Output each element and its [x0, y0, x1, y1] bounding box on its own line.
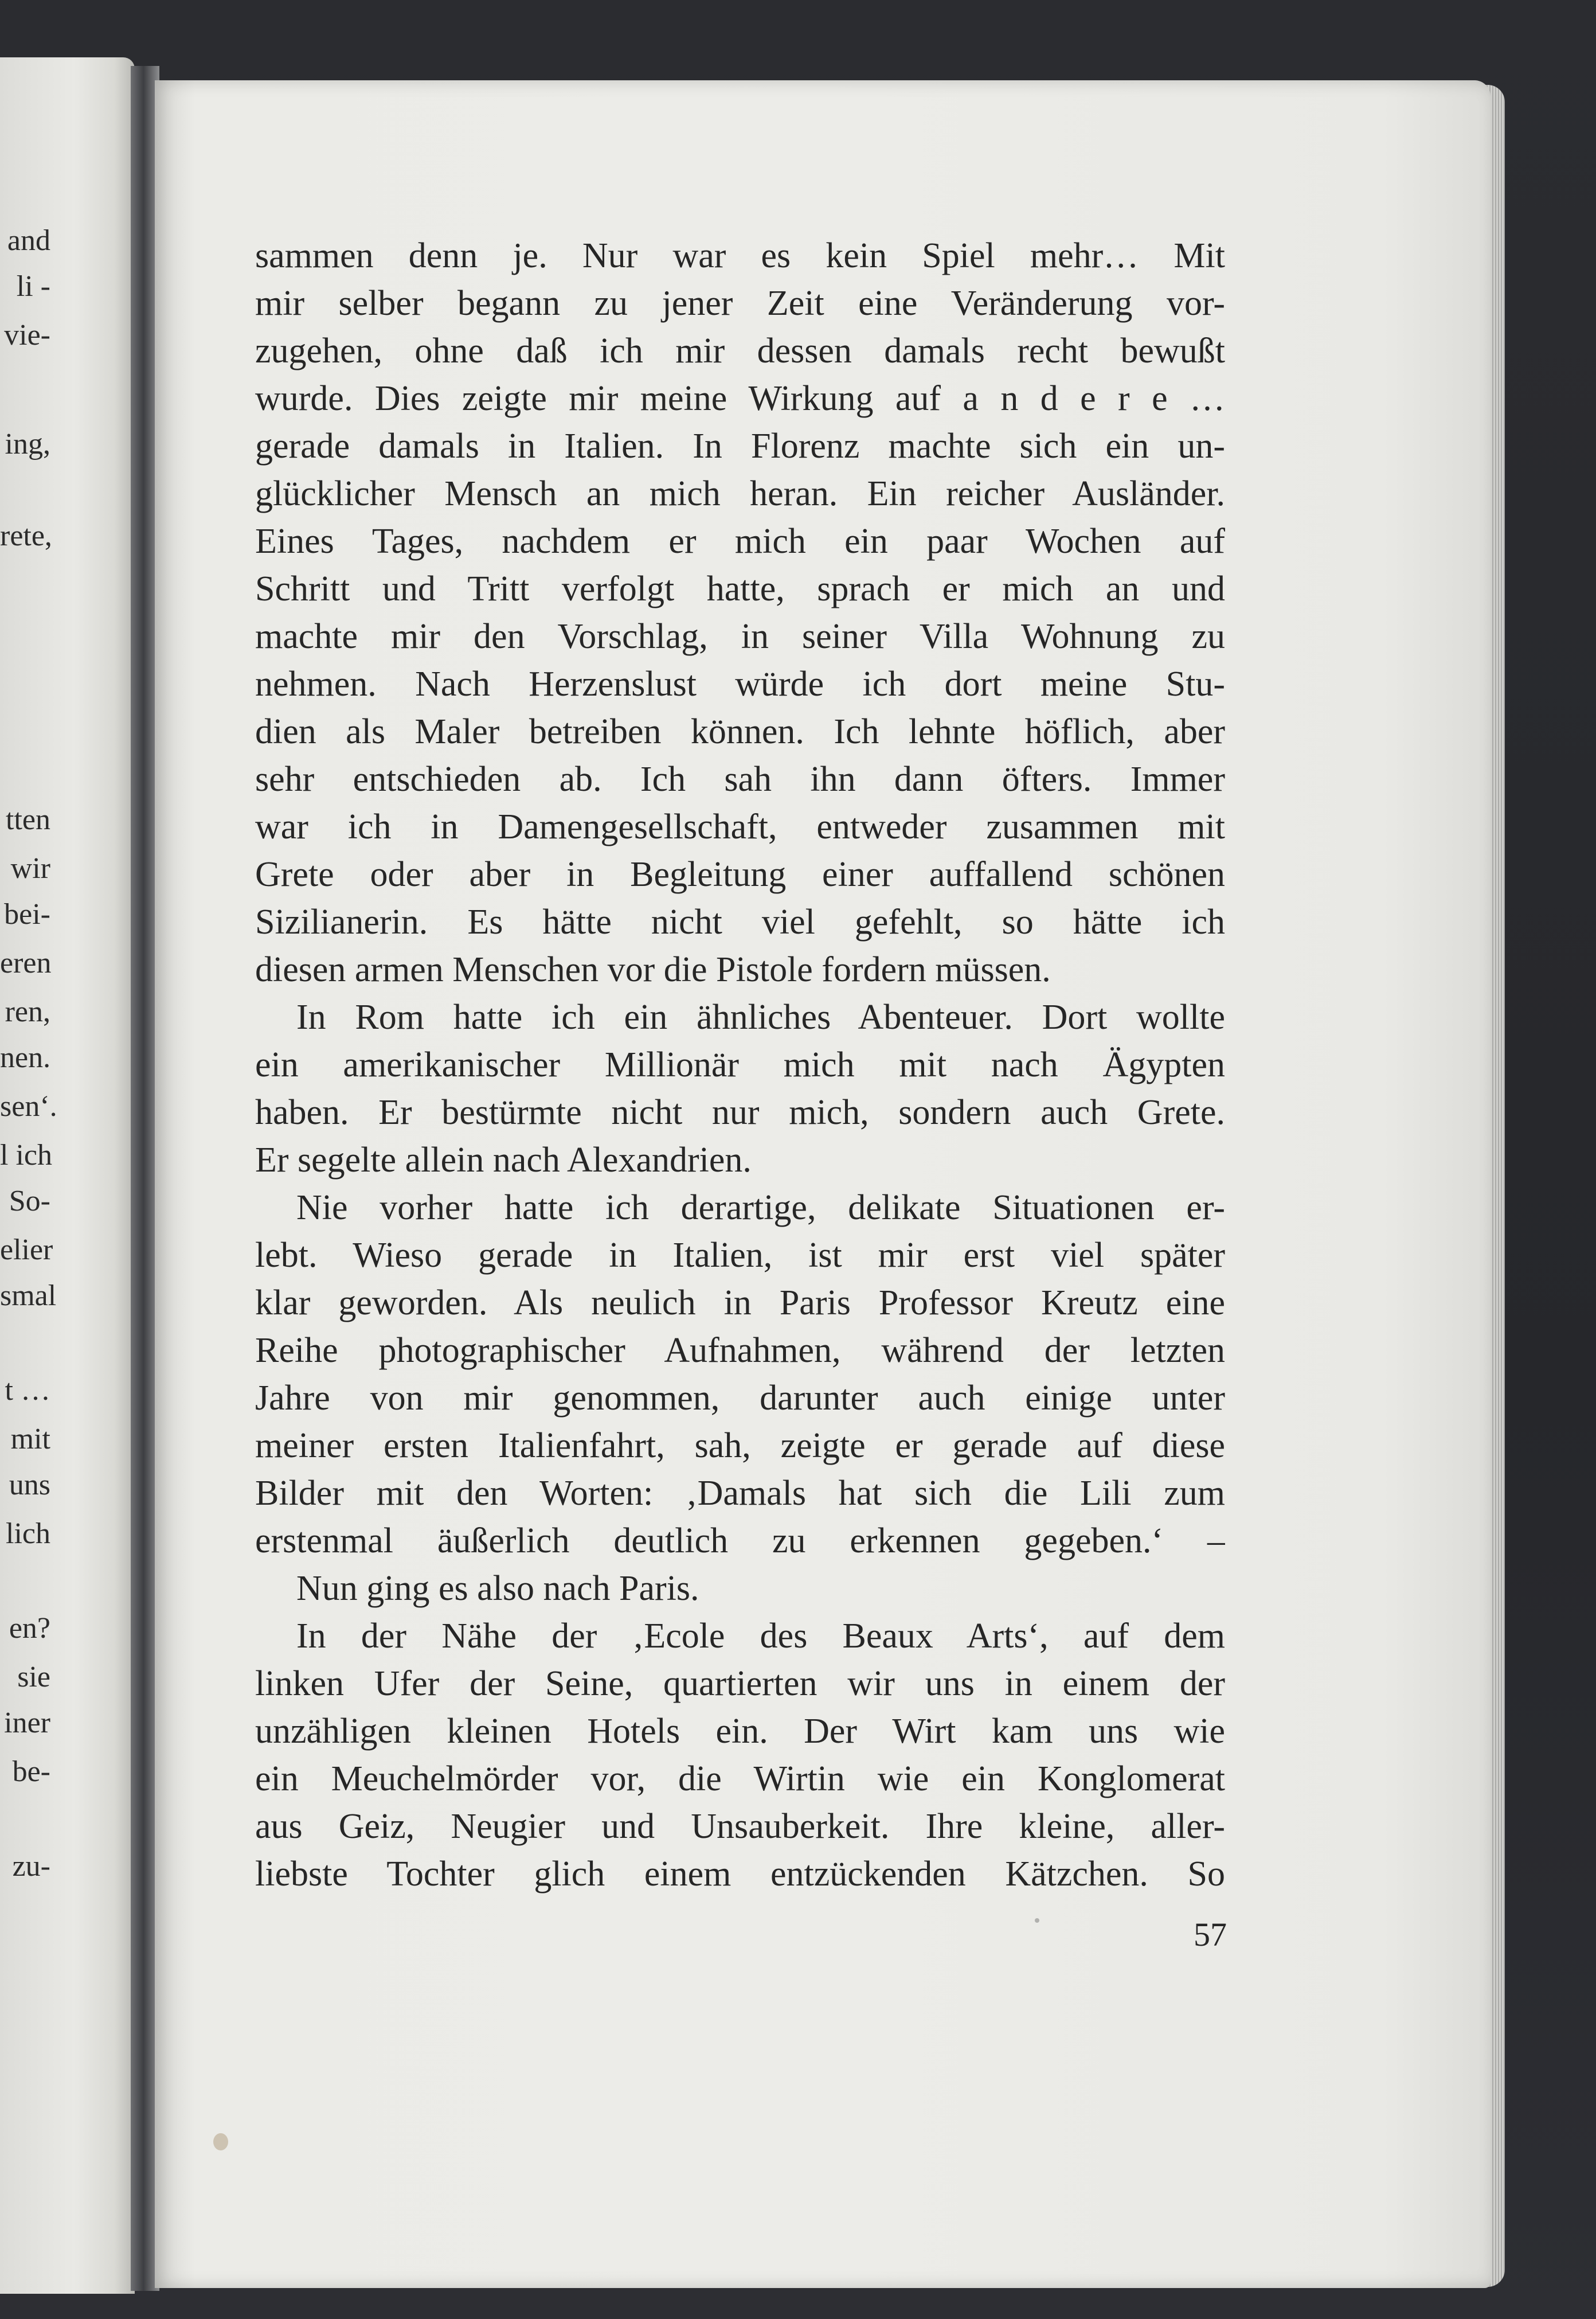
facing-page-line: l ich: [0, 1139, 52, 1172]
facing-page-line: sie: [17, 1661, 50, 1693]
paper-stain: [1035, 1918, 1039, 1923]
text-line: Sizilianerin. Es hätte nicht viel gefehlt, so hätte ich: [255, 903, 1225, 942]
facing-page-line: be-: [12, 1755, 50, 1788]
text-line: Bilder mit den Worten: ‚Damals hat sich die Lili zum: [255, 1474, 1225, 1513]
facing-page-line: bei-: [4, 898, 50, 931]
facing-page-line: ing,: [5, 428, 50, 460]
facing-page-line: en?: [9, 1612, 50, 1645]
text-line: liebste Tochter glich einem entzückenden Kätzchen. So: [255, 1855, 1225, 1894]
facing-page-line: mit: [10, 1423, 50, 1455]
facing-page: [0, 57, 135, 2294]
text-line: war ich in Damengesellschaft, entweder zusammen mit: [255, 807, 1225, 846]
text-line: machte mir den Vorschlag, in seiner Villa Wohnung zu: [255, 617, 1225, 656]
facing-page-line: lich: [6, 1517, 50, 1550]
text-line: erstenmal äußerlich deutlich zu erkennen gegeben.‘ –: [255, 1521, 1225, 1560]
facing-page-line: and: [7, 224, 50, 257]
text-line: unzähligen kleinen Hotels ein. Der Wirt kam uns wie: [255, 1712, 1225, 1751]
text-line: diesen armen Menschen vor die Pistole fordern müssen.: [255, 950, 1051, 989]
facing-page-line: eren: [0, 947, 52, 979]
facing-page-line: zu-: [12, 1850, 50, 1883]
facing-page-line: iner: [4, 1707, 50, 1739]
text-line: linken Ufer der Seine, quartierten wir uns in einem der: [255, 1664, 1225, 1703]
text-line: Nie vorher hatte ich derartige, delikate Situationen er-: [296, 1188, 1225, 1227]
text-line: meiner ersten Italienfahrt, sah, zeigte er gerade auf diese: [255, 1426, 1225, 1465]
text-line: sehr entschieden ab. Ich sah ihn dann öfters. Immer: [255, 760, 1225, 799]
text-line: Jahre von mir genommen, darunter auch einige unter: [255, 1379, 1225, 1418]
facing-page-line: rete,: [0, 520, 52, 552]
facing-page-line: vie-: [4, 319, 50, 352]
text-line: mir selber begann zu jener Zeit eine Veränderung vor-: [255, 284, 1225, 323]
facing-page-line: t …: [5, 1374, 50, 1407]
text-line: lebt. Wieso gerade in Italien, ist mir erst viel später: [255, 1236, 1225, 1275]
facing-page-line: smal: [0, 1279, 57, 1312]
body-text: [255, 232, 1225, 1898]
paper-stain: [213, 2133, 228, 2150]
facing-page-line: nen.: [0, 1041, 51, 1074]
facing-page-line: So-: [9, 1185, 50, 1217]
text-line: ein amerikanischer Millionär mich mit nach Ägypten: [255, 1045, 1225, 1084]
text-line: wurde. Dies zeigte mir meine Wirkung auf a n d e r e …: [255, 379, 1225, 418]
text-line: zugehen, ohne daß ich mir dessen damals recht bewußt: [255, 331, 1225, 370]
text-line: dien als Maler betreiben können. Ich lehnte höflich, aber: [255, 712, 1225, 751]
text-line: Er segelte allein nach Alexandrien.: [255, 1141, 752, 1180]
text-line: Schritt und Tritt verfolgt hatte, sprach er mich an und: [255, 569, 1225, 608]
text-line: In der Nähe der ‚Ecole des Beaux Arts‘, auf dem: [296, 1617, 1225, 1656]
facing-page-line: wir: [10, 852, 50, 885]
text-line: aus Geiz, Neugier und Unsauberkeit. Ihre kleine, aller-: [255, 1807, 1225, 1846]
text-line: In Rom hatte ich ein ähnliches Abenteuer. Dort wollte: [296, 998, 1225, 1037]
text-line: glücklicher Mensch an mich heran. Ein reicher Ausländer.: [255, 474, 1225, 513]
text-line: sammen denn je. Nur war es kein Spiel mehr… Mit: [255, 236, 1225, 275]
text-line: haben. Er bestürmte nicht nur mich, sondern auch Grete.: [255, 1093, 1225, 1132]
text-line: klar geworden. Als neulich in Paris Professor Kreutz eine: [255, 1283, 1225, 1322]
facing-page-line: uns: [9, 1469, 50, 1501]
facing-page-line: ren,: [5, 995, 50, 1028]
text-line: Eines Tages, nachdem er mich ein paar Wochen auf: [255, 522, 1225, 561]
text-line: gerade damals in Italien. In Florenz machte sich ein un-: [255, 427, 1225, 466]
facing-page-line: li -: [16, 270, 50, 303]
text-line: Grete oder aber in Begleitung einer auffallend schönen: [255, 855, 1225, 894]
facing-page-line: elier: [0, 1233, 53, 1266]
facing-page-line: sen‘.: [0, 1090, 57, 1123]
text-line: Nun ging es also nach Paris.: [296, 1569, 699, 1608]
text-line: Reihe photographischer Aufnahmen, während der letzten: [255, 1331, 1225, 1370]
page-number: 57: [1194, 1916, 1227, 1953]
facing-page-line: tten: [6, 803, 50, 836]
text-line: ein Meuchelmörder vor, die Wirtin wie ein Konglomerat: [255, 1759, 1225, 1798]
text-line: nehmen. Nach Herzenslust würde ich dort meine Stu-: [255, 665, 1225, 704]
